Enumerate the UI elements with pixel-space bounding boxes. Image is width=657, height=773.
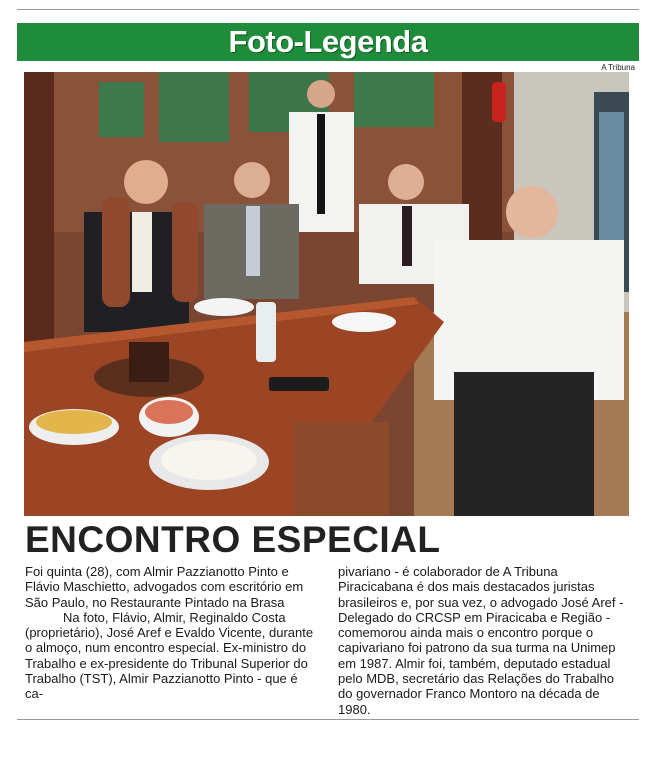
photo-credit: A Tribuna bbox=[601, 63, 635, 72]
headline: ENCONTRO ESPECIAL bbox=[25, 519, 441, 560]
news-photo bbox=[24, 72, 629, 516]
article-column-1 bbox=[25, 564, 317, 716]
article-column-2 bbox=[338, 564, 630, 716]
restaurant-scene-image bbox=[24, 72, 629, 516]
paragraph: Na foto, Flávio, Almir, Reginaldo Costa (proprietário), José Aref e Evaldo Vicente, durante o almoço, num encontro especial. Ex-ministro do Trabalho e ex-presidente do Tribunal Superior do Trabalho (TST), Almir Pazzianotto Pinto - que é ca- bbox=[25, 609, 314, 702]
section-title: Foto-Legenda bbox=[228, 24, 428, 59]
article-body bbox=[25, 564, 630, 716]
paragraph: Foi quinta (28), com Almir Pazzianotto Pinto e Flávio Maschietto, advogados com escritório em São Paulo, no Restaurante Pintado na Brasa bbox=[25, 564, 304, 610]
top-divider bbox=[17, 9, 639, 10]
bottom-divider bbox=[17, 719, 639, 720]
paragraph: pivariano - é colaborador de A Tribuna Piracicabana é dos mais destacados juristas brasileiros e, por sua vez, o advogado José Aref - Delegado do CRCSP em Piracicaba e Região - comemorou ainda mais o encontro porque o capivariano foi patrono da sua turma na Unimep em 1987. Almir foi, também, deputado estadual pelo MDB, secretário das Relações do Trabalho do governador Franco Montoro na década de 1980. bbox=[338, 564, 624, 717]
section-banner bbox=[17, 23, 639, 61]
